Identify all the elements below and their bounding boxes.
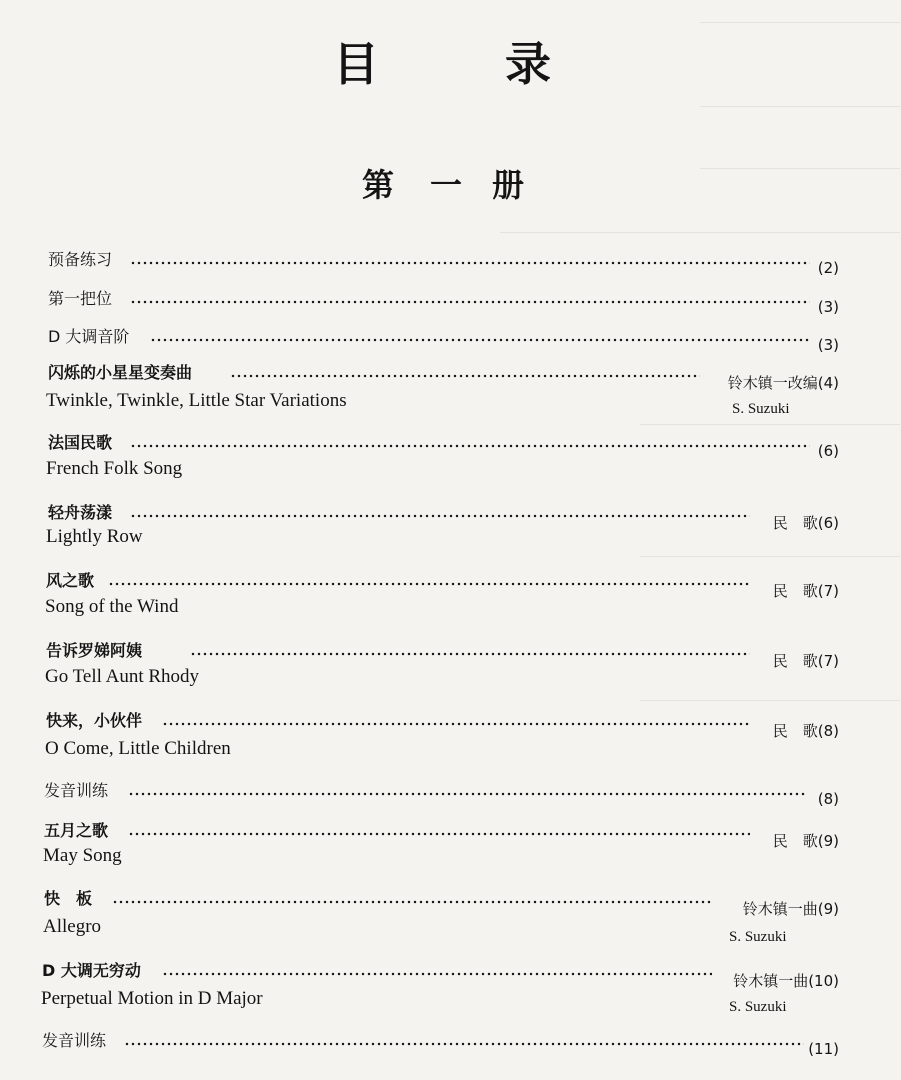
entry-page: 民 歌(7) xyxy=(769,580,839,601)
volume-char-2: 一 xyxy=(430,166,463,204)
entry-page: (11) xyxy=(804,1040,839,1058)
entry-page: 铃木镇一曲(10) xyxy=(729,970,839,991)
entry-title: D 大调无穷动 xyxy=(42,958,144,981)
leader-dots xyxy=(128,832,750,836)
entry-composer: S. Suzuki xyxy=(729,999,787,1015)
entry-title: 快来，小伙伴 xyxy=(46,708,145,731)
entry-page: 民 歌(6) xyxy=(769,512,839,533)
toc-entry[interactable] xyxy=(0,1028,901,1058)
leader-dots xyxy=(128,792,806,796)
leader-dots xyxy=(130,261,810,265)
entry-title: 发音训练 xyxy=(42,1028,109,1051)
leader-dots xyxy=(162,722,750,726)
toc-entry[interactable] xyxy=(0,638,901,668)
entry-english-title: Perpetual Motion in D Major xyxy=(41,988,263,1009)
entry-page: (2) xyxy=(814,259,839,277)
entry-composer: S. Suzuki xyxy=(729,929,787,945)
leader-dots xyxy=(162,972,712,976)
leader-dots xyxy=(130,444,810,448)
entry-english-title: Twinkle, Twinkle, Little Star Variations xyxy=(46,390,347,411)
entry-composer: S. Suzuki xyxy=(732,401,790,417)
entry-english-title: O Come, Little Children xyxy=(45,738,231,759)
volume-char-1: 第 xyxy=(362,166,395,204)
entry-title: 五月之歌 xyxy=(44,818,111,841)
entry-page: (8) xyxy=(814,790,839,808)
entry-page: 铃木镇一改编(4) xyxy=(724,372,839,393)
entry-english-title: Go Tell Aunt Rhody xyxy=(45,666,200,687)
leader-dots xyxy=(112,900,712,904)
leader-dots xyxy=(150,338,810,342)
toc-entry[interactable] xyxy=(0,568,901,598)
toc-entry[interactable] xyxy=(0,818,901,848)
title-char-1: 目 xyxy=(333,37,379,91)
toc-entry[interactable] xyxy=(0,430,901,460)
toc-entry[interactable] xyxy=(0,958,901,988)
toc-entry[interactable] xyxy=(0,324,901,354)
entry-title: 发音训练 xyxy=(44,778,111,801)
entry-title: 闪烁的小星星变奏曲 xyxy=(48,360,195,383)
entry-page: (6) xyxy=(814,442,839,460)
toc-entry[interactable] xyxy=(0,708,901,738)
leader-dots xyxy=(230,374,700,378)
entry-english-title: Lightly Row xyxy=(46,526,143,547)
leader-dots xyxy=(130,514,750,518)
entry-title: 告诉罗娣阿姨 xyxy=(46,638,145,661)
entry-title: 第一把位 xyxy=(48,286,115,309)
title-char-2: 录 xyxy=(505,37,551,91)
entry-title: 快 板 xyxy=(44,886,95,909)
toc-entry[interactable] xyxy=(0,286,901,316)
entry-title: 预备练习 xyxy=(48,247,115,270)
leader-dots xyxy=(124,1042,804,1046)
toc-entry[interactable] xyxy=(0,778,901,808)
toc-entry[interactable] xyxy=(0,886,901,916)
entry-page: 民 歌(8) xyxy=(769,720,839,741)
toc-entry[interactable] xyxy=(0,247,901,277)
entry-title: D 大调音阶 xyxy=(48,324,132,347)
entry-title: 风之歌 xyxy=(46,568,97,591)
entry-page: 民 歌(9) xyxy=(769,830,839,851)
leader-dots xyxy=(108,582,750,586)
leader-dots xyxy=(130,300,810,304)
entry-title: 法国民歌 xyxy=(48,430,115,453)
entry-page: (3) xyxy=(814,336,839,354)
toc-entry[interactable] xyxy=(0,360,901,390)
entry-page: 民 歌(7) xyxy=(769,650,839,671)
leader-dots xyxy=(190,652,750,656)
entry-english-title: Allegro xyxy=(43,916,102,937)
entry-english-title: May Song xyxy=(43,845,122,866)
entry-english-title: French Folk Song xyxy=(46,458,183,479)
volume-char-3: 册 xyxy=(492,166,525,204)
entry-english-title: Song of the Wind xyxy=(45,596,179,617)
entry-page: (3) xyxy=(814,298,839,316)
entry-title: 轻舟荡漾 xyxy=(48,500,115,523)
entry-page: 铃木镇一曲(9) xyxy=(739,898,839,919)
